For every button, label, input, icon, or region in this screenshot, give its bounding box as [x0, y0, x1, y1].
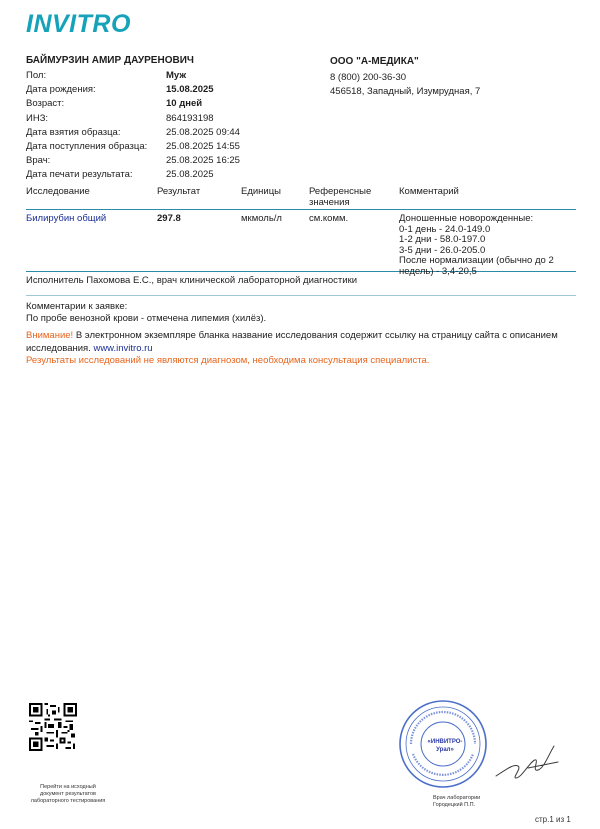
clinic-address: 456518, Западный, Изумрудная, 7: [330, 86, 481, 97]
patient-info: [26, 55, 240, 183]
patient-field-value: 10 дней: [166, 98, 203, 110]
patient-field-value: 25.08.2025 14:55: [166, 140, 240, 152]
patient-fields: [26, 69, 240, 183]
signature-caption: [433, 795, 480, 809]
patient-field-label: Дата поступления образца:: [26, 140, 148, 152]
executor: Исполнитель Пахомова Е.С., врач клинической лабораторной диагностики: [26, 275, 576, 296]
order-comment-text: По пробе венозной крови - отмечена липемия (хилёз).: [26, 313, 267, 324]
patient-name: БАЙМУРЗИН АМИР ДАУРЕНОВИЧ: [26, 55, 194, 66]
patient-field-value: 25.08.2025: [166, 169, 214, 181]
patient-field-row: [26, 154, 240, 168]
patient-field-value: 25.08.2025 09:44: [166, 126, 240, 138]
header-comment: Комментарий: [399, 186, 459, 197]
patient-field-label: Врач:: [26, 155, 51, 167]
qr-code-icon[interactable]: [29, 703, 77, 751]
patient-field-label: Дата печати результата:: [26, 169, 133, 181]
order-comment: [26, 301, 266, 325]
seal-text-line: Урал»: [436, 747, 454, 753]
patient-field-value: Муж: [166, 70, 187, 81]
qr-caption: [28, 784, 108, 805]
qr-caption-line: документ результатов: [40, 791, 96, 797]
signature-caption-line: Городецкий П.П.: [433, 802, 476, 808]
patient-field-label: ИНЗ:: [26, 112, 49, 124]
comment-line: 1-2 дни - 58.0-197.0: [399, 234, 486, 245]
test-reference: см.комм.: [309, 213, 349, 224]
clinic-name: ООО "А-МЕДИКА": [330, 56, 419, 67]
patient-field-row: [26, 168, 240, 182]
patient-field-label: Дата взятия образца:: [26, 126, 121, 138]
header-result: Результат: [157, 186, 201, 197]
clinic-phone: 8 (800) 200-36-30: [330, 72, 407, 83]
signature-icon: [488, 738, 563, 788]
header-reference: Референсные значения: [309, 186, 372, 208]
seal-text-line: «ИНВИТРО-: [427, 739, 463, 745]
results-table: [26, 186, 576, 277]
notice: [26, 329, 586, 355]
notice-warning: Внимание!: [26, 330, 74, 341]
patient-field-value: 15.08.2025: [166, 84, 214, 96]
patient-field-row: [26, 83, 240, 97]
test-name-link[interactable]: Билирубин общий: [26, 213, 107, 224]
patient-field-row: [26, 126, 240, 140]
qr-caption-line: лабораторного тестирования: [30, 798, 106, 804]
table-header: [26, 186, 576, 210]
disclaimer: Результаты исследований не являются диагнозом, необходима консультация специалиста.: [26, 355, 430, 366]
test-units: мкмоль/л: [241, 213, 282, 224]
patient-field-value: 25.08.2025 16:25: [166, 155, 240, 167]
invitro-logo: INVITRO: [26, 10, 131, 38]
patient-field-label: Пол:: [26, 70, 47, 81]
test-comment: [399, 213, 576, 277]
patient-field-row: [26, 112, 240, 126]
comment-line: Доношенные новорожденные:: [399, 213, 534, 224]
test-result: 297.8: [157, 213, 181, 224]
patient-field-label: Возраст:: [26, 98, 65, 110]
patient-field-row: [26, 97, 240, 111]
signature-caption-line: Врач лаборатории: [433, 795, 481, 801]
seal-stamp-text: [421, 738, 469, 754]
order-comment-title: Комментарии к заявке:: [26, 301, 128, 312]
comment-line: 3-5 дни - 26.0-205.0: [399, 244, 486, 256]
page-number: стр.1 из 1: [535, 815, 571, 824]
comment-line: После нормализации (обычно до 2: [399, 255, 554, 266]
clinic-info: [330, 55, 480, 99]
invitro-site-link[interactable]: www.invitro.ru: [93, 343, 153, 354]
notice-text: В электронном экземпляре бланка название исследования содержит ссылку на страницу сайта с описанием исследования.: [26, 330, 558, 354]
header-units: Единицы: [241, 186, 282, 197]
patient-field-label: Дата рождения:: [26, 84, 96, 96]
table-row: [26, 210, 576, 277]
comment-line: 0-1 день - 24.0-149.0: [399, 223, 491, 235]
comment-line: недель) - 3,4-20,5: [399, 265, 477, 277]
patient-field-row: [26, 69, 240, 83]
patient-field-value: 864193198: [166, 112, 214, 124]
qr-caption-line: Перейти на исходный: [40, 784, 96, 790]
patient-field-row: [26, 140, 240, 154]
header-test: Исследование: [26, 186, 90, 197]
